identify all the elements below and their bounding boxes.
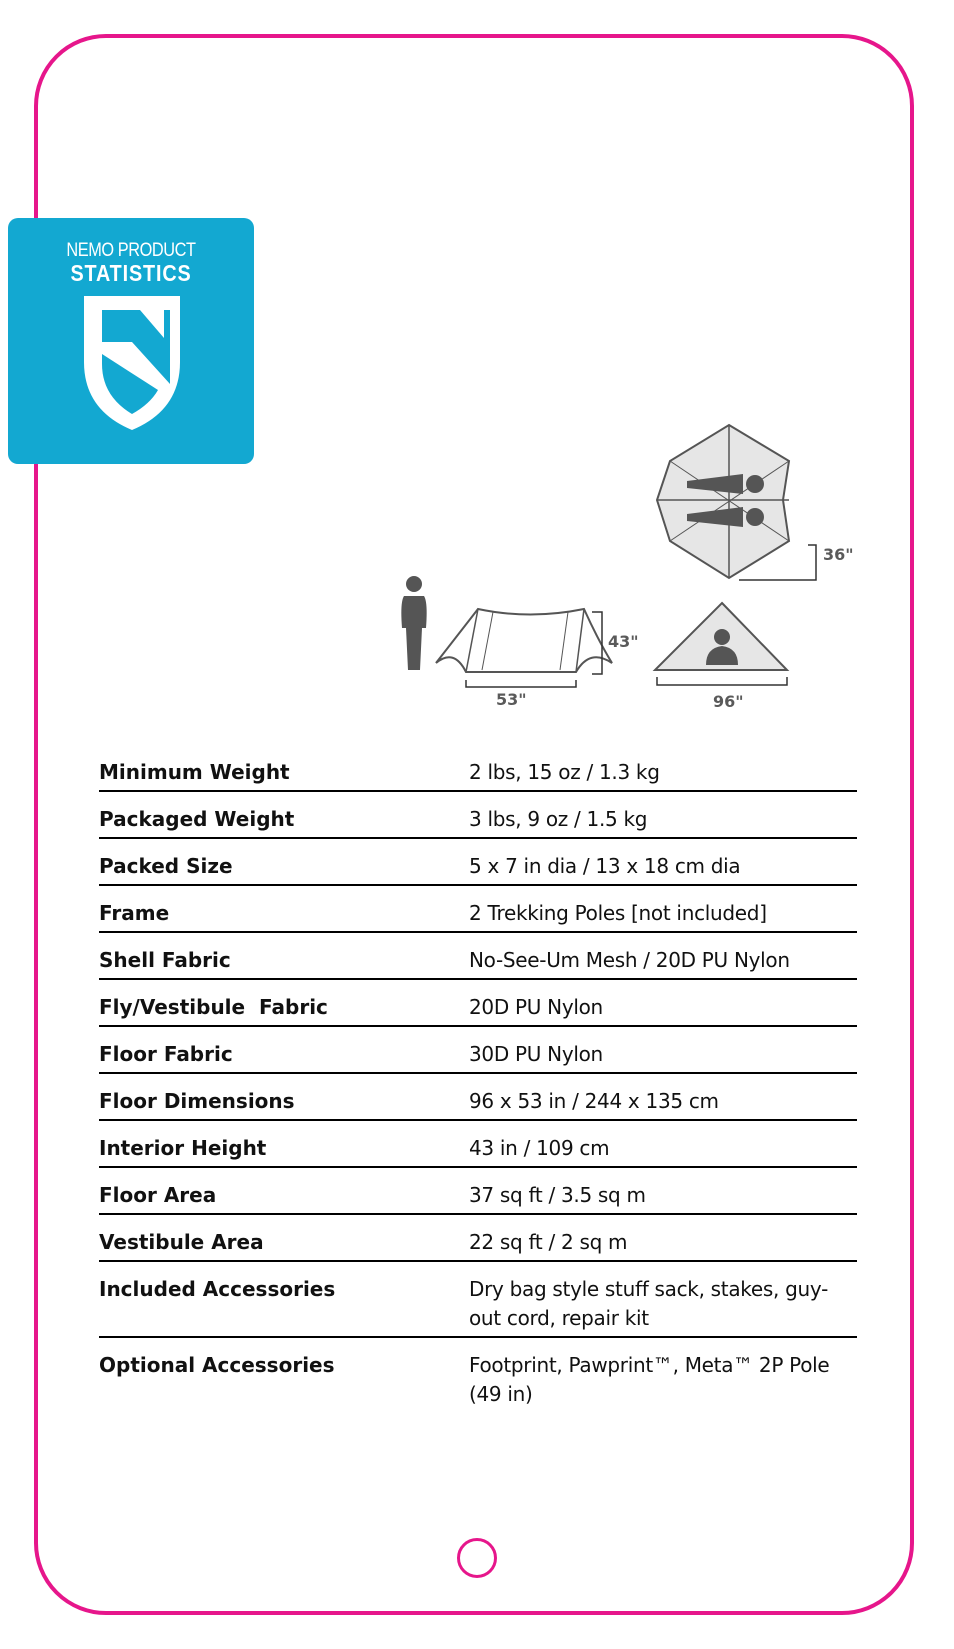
spec-value: 2 lbs, 15 oz / 1.3 kg <box>469 760 660 784</box>
spec-value: 30D PU Nylon <box>469 1042 603 1066</box>
spec-row <box>99 1262 857 1338</box>
spec-label: Included Accessories <box>99 1277 336 1301</box>
spec-row <box>99 1121 857 1168</box>
spec-row <box>99 1168 857 1215</box>
spec-label: Floor Area <box>99 1183 217 1207</box>
person-icon <box>401 576 426 670</box>
dimension-label-top-width: 36" <box>823 545 854 564</box>
spec-label: Fly/Vestibule Fabric <box>99 995 328 1019</box>
tent-side-view <box>436 609 612 687</box>
badge-title-line1: NEMO PRODUCT <box>66 240 196 261</box>
spec-value: 96 x 53 in / 244 x 135 cm <box>469 1089 719 1113</box>
spec-label: Shell Fabric <box>99 948 231 972</box>
dimension-label-depth: 53" <box>496 690 527 709</box>
spec-value: 5 x 7 in dia / 13 x 18 cm dia <box>469 854 741 878</box>
spec-value: 3 lbs, 9 oz / 1.5 kg <box>469 807 648 831</box>
dimension-label-length: 96" <box>713 692 744 711</box>
spec-row <box>99 839 857 886</box>
home-button[interactable] <box>457 1538 497 1578</box>
spec-label: Frame <box>99 901 170 925</box>
dimension-label-height: 43" <box>608 632 639 651</box>
tent-front-view <box>655 603 787 685</box>
badge-title-line2: STATISTICS <box>70 260 192 286</box>
spec-table <box>99 745 857 1412</box>
spec-value: Footprint, Pawprint™, Meta™ 2P Pole (49 in) <box>469 1353 830 1406</box>
spec-label: Optional Accessories <box>99 1353 335 1377</box>
spec-value: 43 in / 109 cm <box>469 1136 610 1160</box>
spec-value: Dry bag style stuff sack, stakes, guy-out cord, repair kit <box>469 1277 828 1330</box>
spec-value: 2 Trekking Poles [not included] <box>469 901 767 925</box>
spec-row <box>99 1215 857 1262</box>
spec-row <box>99 980 857 1027</box>
spec-value: 22 sq ft / 2 sq m <box>469 1230 628 1254</box>
spec-row <box>99 1338 857 1412</box>
tent-diagrams <box>0 0 954 720</box>
spec-row <box>99 745 857 792</box>
tent-top-view <box>657 425 816 580</box>
spec-value: 37 sq ft / 3.5 sq m <box>469 1183 646 1207</box>
spec-row <box>99 933 857 980</box>
spec-row <box>99 886 857 933</box>
spec-label: Packaged Weight <box>99 807 295 831</box>
spec-value: 20D PU Nylon <box>469 995 603 1019</box>
spec-label: Floor Fabric <box>99 1042 233 1066</box>
spec-label: Vestibule Area <box>99 1230 264 1254</box>
spec-label: Floor Dimensions <box>99 1089 295 1113</box>
spec-row <box>99 792 857 839</box>
spec-label: Interior Height <box>99 1136 267 1160</box>
spec-row <box>99 1027 857 1074</box>
spec-label: Packed Size <box>99 854 233 878</box>
spec-row <box>99 1074 857 1121</box>
spec-label: Minimum Weight <box>99 760 290 784</box>
spec-value: No-See-Um Mesh / 20D PU Nylon <box>469 948 790 972</box>
